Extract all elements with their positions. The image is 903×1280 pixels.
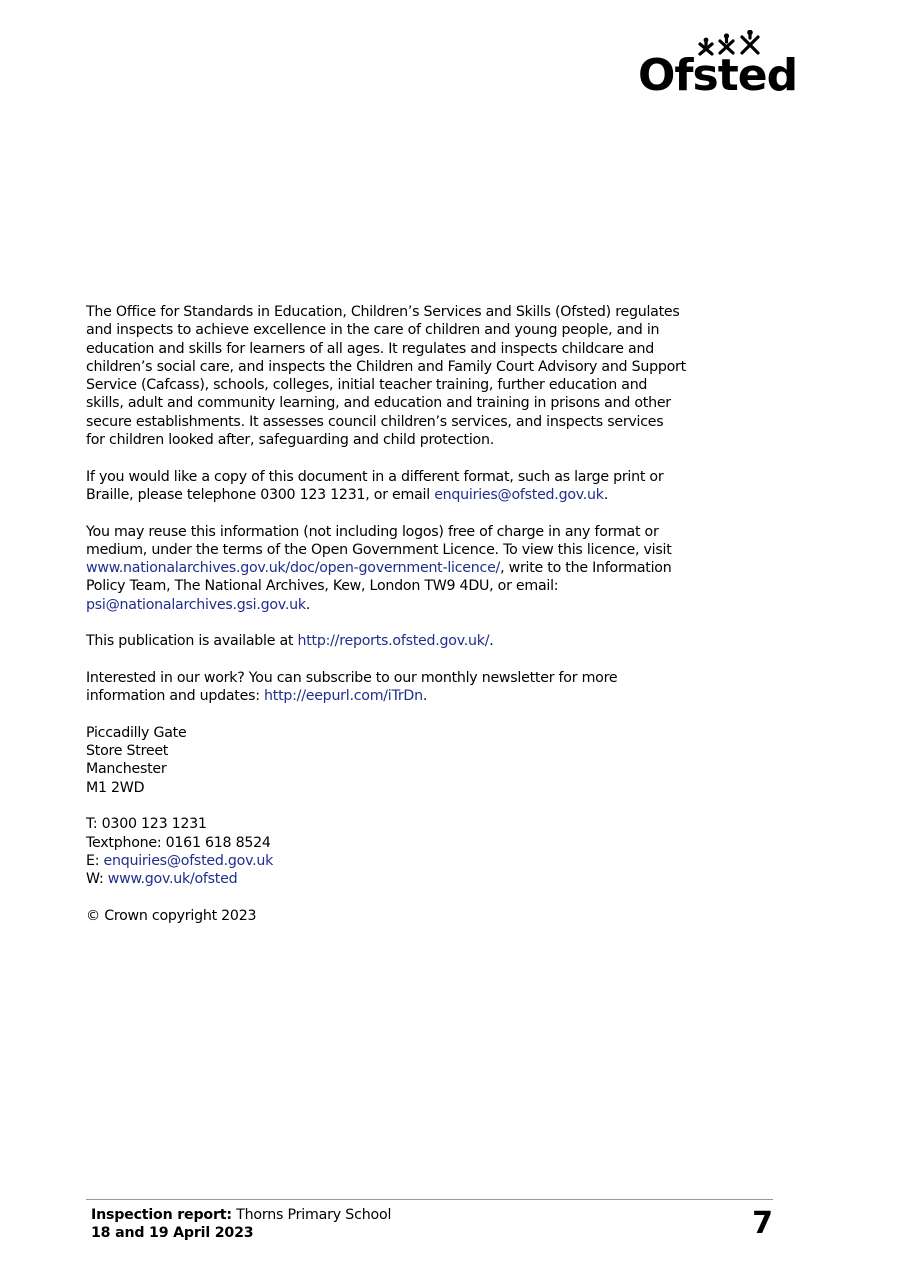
address-line: Manchester bbox=[86, 761, 167, 778]
copyright: © Crown copyright 2023 bbox=[86, 907, 257, 924]
web-prefix: W: bbox=[86, 871, 108, 888]
about-paragraph: The Office for Standards in Education, Children’s Services and Skills (Ofsted) regulates and inspects to achieve excellence in the care of children and young people, and in education and skills for learners of all ages. It regulates and inspects childcare and children’s social care, and inspects the Children and Family Court Advisory and Support Service (Cafcass), schools, colleges, initial teacher training, further education and skills, adult and community learning, and education and training in prisons and other secure establishments. It assesses council children’s services, and inspects services for children looked after, safeguarding and child protection. bbox=[86, 304, 686, 449]
publication-end: . bbox=[489, 633, 494, 650]
website-link[interactable]: www.gov.uk/ofsted bbox=[107, 871, 238, 888]
newsletter-link[interactable]: http://eepurl.com/iTrDn bbox=[264, 688, 423, 705]
enquiries-email-link[interactable]: enquiries@ofsted.gov.uk bbox=[434, 486, 604, 503]
logo-text: Ofsted bbox=[638, 50, 798, 101]
reuse-paragraph bbox=[86, 523, 686, 614]
format-text: If you would like a copy of this document in a different format, such as large print or Braille, please telephone 0300 123 1231, or email bbox=[86, 468, 664, 503]
address-line: M1 2WD bbox=[86, 779, 145, 796]
ofsted-logo bbox=[636, 30, 798, 102]
address-block bbox=[86, 724, 686, 797]
publication-text: This publication is available at bbox=[86, 633, 298, 650]
footer-dates bbox=[91, 1224, 591, 1242]
format-paragraph bbox=[86, 468, 686, 505]
reports-link[interactable]: http://reports.ofsted.gov.uk/ bbox=[297, 633, 490, 650]
textphone: Textphone: 0161 618 8524 bbox=[86, 834, 271, 851]
footer bbox=[91, 1206, 591, 1242]
main-content bbox=[86, 303, 686, 925]
reuse-end: . bbox=[305, 596, 311, 613]
address-line: Store Street bbox=[86, 743, 169, 760]
reuse-text: You may reuse this information (not including logos) free of charge in any format or medium, under the terms of the Open Government Licence. To view this licence, visit bbox=[86, 523, 672, 558]
footer-report-line bbox=[91, 1206, 591, 1224]
email-prefix: E: bbox=[86, 852, 104, 869]
psi-email-link[interactable]: psi@nationalarchives.gsi.gov.uk bbox=[86, 596, 306, 613]
footer-school: Thorns Primary School bbox=[231, 1207, 392, 1223]
newsletter-paragraph bbox=[86, 669, 686, 706]
footer-dates-text: 18 and 19 April 2023 bbox=[91, 1225, 254, 1241]
reuse-mid-text: , write to the Information Policy Team, The National Archives, Kew, London TW9 4DU, or email: bbox=[86, 560, 672, 595]
footer-label: Inspection report: bbox=[91, 1207, 232, 1223]
telephone: T: 0300 123 1231 bbox=[86, 816, 207, 833]
newsletter-end: . bbox=[422, 688, 428, 705]
contact-email-link[interactable]: enquiries@ofsted.gov.uk bbox=[103, 852, 274, 869]
page-number: 7 bbox=[752, 1206, 773, 1241]
publication-paragraph bbox=[86, 632, 686, 650]
format-end: . bbox=[603, 486, 609, 503]
newsletter-text: Interested in our work? You can subscribe to our monthly newsletter for more information and updates: bbox=[86, 669, 618, 705]
footer-divider bbox=[86, 1199, 773, 1200]
contact-block bbox=[86, 815, 686, 888]
licence-link[interactable]: www.nationalarchives.gov.uk/doc/open-government-licence/ bbox=[86, 560, 501, 577]
address-line: Piccadilly Gate bbox=[86, 724, 187, 741]
